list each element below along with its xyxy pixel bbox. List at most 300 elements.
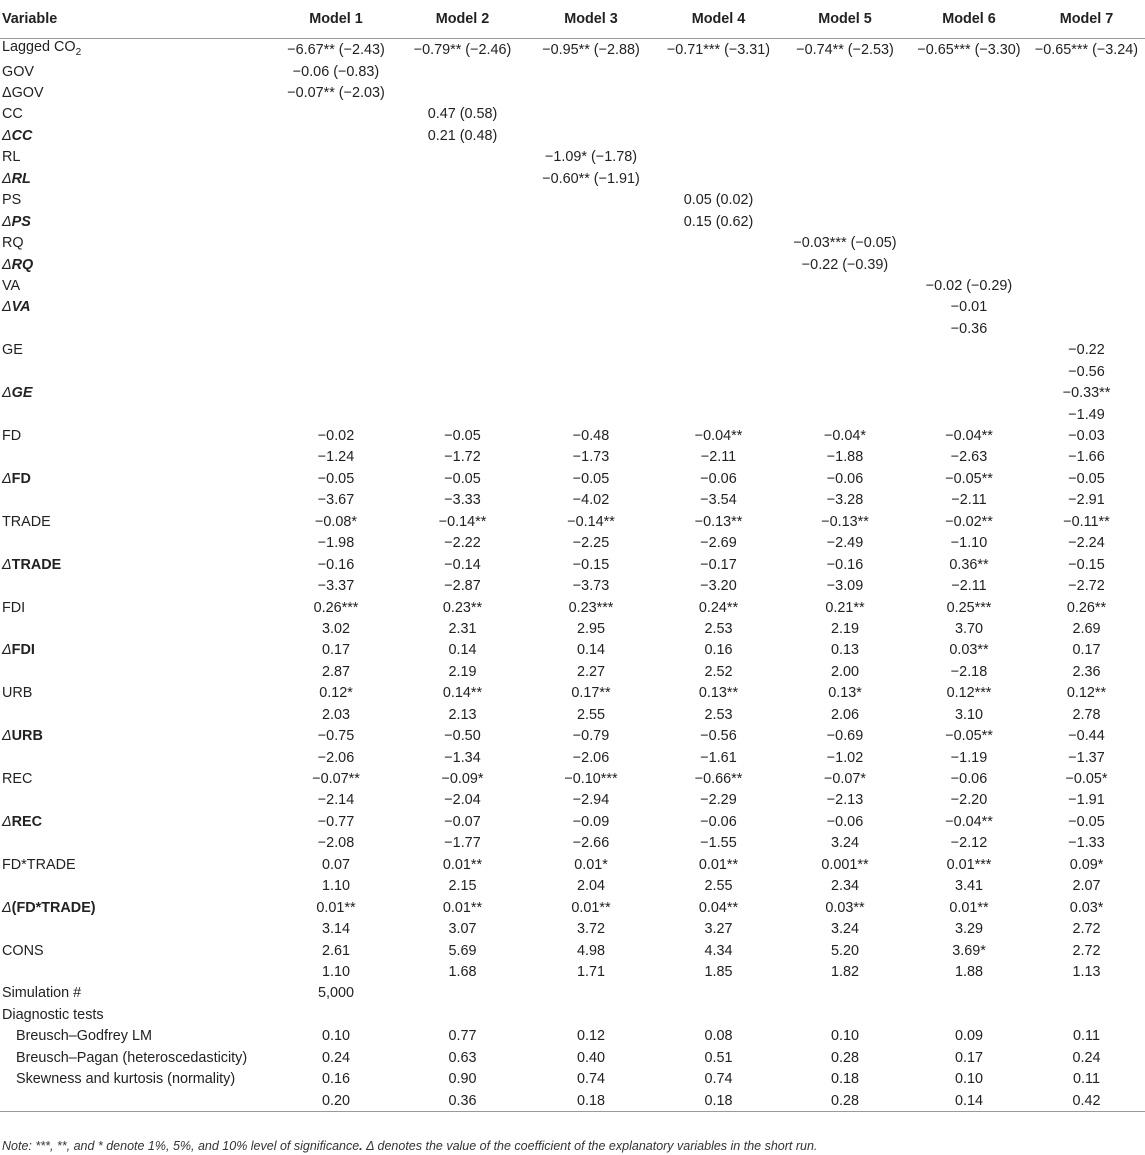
row-label (0, 232, 272, 253)
row-label (0, 683, 272, 704)
table-cell-model-7 (1028, 82, 1145, 103)
row-label (0, 361, 272, 382)
table-cell-model-2: 0.14 (448, 642, 477, 659)
table-cell-model-4: 2.55 (704, 878, 733, 895)
row-label (0, 725, 272, 746)
table-cell-model-5: 2.34 (830, 878, 859, 895)
table-cell-model-2: 0.01** (442, 856, 483, 873)
table-cell-model-6 (910, 1004, 1028, 1025)
row-label-subscript: 2 (75, 46, 82, 58)
row-label-text: FD (2, 428, 22, 445)
table-cell-model-4: 4.34 (704, 942, 733, 959)
table-cell-model-6: 3.10 (954, 706, 983, 723)
row-label-text: ΔGOV (2, 85, 44, 102)
row-label (0, 833, 272, 854)
table-cell-model-7 (1028, 61, 1145, 82)
table-cell-model-3 (525, 361, 657, 382)
table-cell-model-3 (525, 254, 657, 275)
table-cell-model-6 (910, 61, 1028, 82)
table-cell-model-6 (910, 232, 1028, 253)
table-row (0, 811, 1145, 832)
table-cell-model-6: 0.36** (949, 556, 989, 573)
table-cell-model-2: −0.07 (444, 813, 481, 830)
table-row (0, 297, 1145, 318)
table-cell-model-6: 3.70 (954, 620, 983, 637)
table-cell-model-1: 0.01** (316, 899, 356, 916)
table-cell-model-2 (400, 190, 525, 211)
table-cell-model-5: −0.13** (821, 513, 869, 530)
table-cell-model-7: −0.56 (1068, 363, 1105, 380)
table-cell-model-4: −0.06 (700, 813, 737, 830)
table-cell-model-1 (272, 1004, 400, 1025)
table-cell-model-7: 0.12** (1066, 685, 1107, 702)
table-cell-model-6 (910, 404, 1028, 425)
table-cell-model-5: −0.16 (826, 556, 864, 573)
row-label (0, 533, 272, 554)
row-label-text: TRADE (2, 513, 51, 530)
row-label-text: REC (11, 813, 43, 830)
delta-symbol: Δ (2, 642, 12, 659)
table-cell-model-3: 0.01** (571, 899, 611, 916)
table-cell-model-4: 0.18 (657, 1090, 780, 1112)
row-label (0, 597, 272, 618)
table-cell-model-7 (1028, 104, 1145, 125)
row-label (0, 147, 272, 168)
delta-symbol: Δ (2, 813, 12, 830)
table-cell-model-2 (400, 82, 525, 103)
delta-symbol: Δ (2, 470, 12, 487)
table-cell-model-7: −0.05 (1068, 470, 1105, 487)
table-cell-model-5: −0.07* (823, 771, 866, 788)
table-cell-model-5: 2.19 (830, 620, 859, 637)
table-cell-model-1: −0.06 (−0.83) (292, 63, 380, 80)
table-cell-model-6: −2.11 (951, 492, 987, 509)
table-cell-model-4: −3.20 (700, 578, 737, 595)
table-cell-model-6: 0.09 (954, 1028, 983, 1045)
table-cell-model-6: −0.05** (945, 470, 993, 487)
row-label (0, 211, 272, 232)
table-cell-model-4: −2.11 (700, 449, 737, 466)
row-label (0, 940, 272, 961)
delta-symbol: Δ (2, 170, 12, 187)
table-row (0, 940, 1145, 961)
table-cell-model-4 (657, 104, 780, 125)
table-row (0, 790, 1145, 811)
table-cell-model-4 (657, 125, 780, 146)
table-row (0, 447, 1145, 468)
table-row (0, 640, 1145, 661)
table-cell-model-3: 0.18 (525, 1090, 657, 1112)
table-cell-model-2: 0.14** (442, 685, 483, 702)
table-cell-model-7: −0.11** (1063, 513, 1110, 530)
row-label (0, 704, 272, 725)
table-cell-model-7: 2.72 (1072, 921, 1101, 938)
row-label (0, 661, 272, 682)
table-cell-model-6: −1.10 (950, 535, 988, 552)
table-cell-model-1: 0.07 (321, 856, 350, 873)
table-row (0, 104, 1145, 125)
table-cell-model-5 (780, 318, 910, 339)
table-cell-model-4 (657, 404, 780, 425)
table-cell-model-7: 0.11 (1073, 1071, 1100, 1088)
row-label-text: FD*TRADE (2, 856, 76, 873)
table-cell-model-5: −0.69 (826, 728, 864, 745)
table-cell-model-6: −1.19 (950, 749, 988, 766)
row-label (0, 511, 272, 532)
table-cell-model-1: 3.14 (321, 921, 350, 938)
table-cell-model-7: −1.49 (1068, 406, 1105, 423)
row-label (0, 640, 272, 661)
row-label-text: VA (2, 277, 21, 294)
table-cell-model-6: 1.88 (954, 963, 983, 980)
table-cell-model-3: 2.55 (576, 706, 605, 723)
table-cell-model-3 (525, 983, 657, 1004)
table-cell-model-1 (272, 361, 400, 382)
row-label (0, 275, 272, 296)
table-row (0, 683, 1145, 704)
row-label (0, 404, 272, 425)
row-label-text: Lagged CO (2, 39, 76, 55)
row-label (0, 254, 272, 275)
table-cell-model-2: 2.31 (448, 620, 477, 637)
table-cell-model-1: 2.61 (321, 942, 350, 959)
table-cell-model-1: −1.98 (317, 535, 355, 552)
row-label-text: Skewness and kurtosis (normality) (16, 1071, 236, 1088)
table-cell-model-2: −1.72 (444, 449, 481, 466)
table-cell-model-6 (910, 211, 1028, 232)
table-cell-model-5: 2.00 (830, 663, 859, 680)
table-cell-model-4: 0.74 (704, 1071, 733, 1088)
row-label-text: VA (11, 299, 31, 316)
table-cell-model-2 (400, 404, 525, 425)
table-cell-model-3: −4.02 (572, 492, 610, 509)
row-label-text: RQ (2, 235, 24, 252)
table-cell-model-1: 2.03 (321, 706, 350, 723)
table-cell-model-7: −1.91 (1068, 792, 1105, 809)
table-cell-model-1 (272, 125, 400, 146)
table-cell-model-6 (910, 104, 1028, 125)
table-cell-model-2: 0.01** (442, 899, 483, 916)
row-label-text: Simulation # (2, 985, 82, 1002)
table-cell-model-4 (657, 168, 780, 189)
table-cell-model-5 (780, 82, 910, 103)
table-cell-model-5: 0.28 (780, 1090, 910, 1112)
table-cell-model-5: −2.49 (826, 535, 864, 552)
table-cell-model-5 (780, 211, 910, 232)
table-row (0, 961, 1145, 982)
table-cell-model-6: −0.02 (−0.29) (925, 277, 1013, 294)
table-cell-model-3: −0.48 (572, 428, 610, 445)
table-cell-model-1: −0.07** (−2.03) (287, 85, 385, 102)
table-cell-model-6: 3.69* (952, 942, 986, 959)
table-row (0, 661, 1145, 682)
table-cell-model-6 (910, 125, 1028, 146)
table-cell-model-1: 5,000 (317, 985, 354, 1002)
table-row (0, 1026, 1145, 1047)
table-cell-model-3 (525, 190, 657, 211)
table-cell-model-4: −0.56 (700, 728, 737, 745)
row-label (0, 554, 272, 575)
table-cell-model-6: 0.25*** (946, 599, 992, 616)
table-row (0, 318, 1145, 339)
table-cell-model-3: 0.14 (576, 642, 605, 659)
table-cell-model-3: 2.27 (576, 663, 605, 680)
table-cell-model-6: 0.03** (949, 642, 989, 659)
table-row (0, 168, 1145, 189)
table-cell-model-6 (910, 361, 1028, 382)
table-row (0, 190, 1145, 211)
table-cell-model-4: 0.05 (0.02) (683, 192, 754, 209)
table-row (0, 704, 1145, 725)
table-cell-model-3: 0.01* (574, 856, 608, 873)
row-label (0, 618, 272, 639)
table-cell-model-2: −0.79** (−2.46) (413, 41, 512, 58)
table-cell-model-4 (657, 318, 780, 339)
table-cell-model-1: 0.16 (321, 1071, 350, 1088)
table-cell-model-1: −1.24 (317, 449, 355, 466)
row-label-text: REC (2, 771, 33, 788)
table-cell-model-1: 1.10 (321, 878, 350, 895)
table-cell-model-4: −1.55 (700, 835, 737, 852)
table-cell-model-4: −0.71*** (−3.31) (666, 41, 771, 58)
table-cell-model-7: −0.44 (1068, 728, 1105, 745)
row-label-text: GE (2, 342, 23, 359)
table-cell-model-3: −0.14** (567, 513, 615, 530)
table-cell-model-6: 3.41 (954, 878, 983, 895)
row-label (0, 82, 272, 103)
table-cell-model-1: 0.26*** (313, 599, 359, 616)
table-cell-model-7: −0.15 (1068, 556, 1105, 573)
table-cell-model-2 (400, 211, 525, 232)
table-body (0, 39, 1145, 1112)
table-cell-model-7 (1028, 983, 1145, 1004)
table-cell-model-7 (1028, 297, 1145, 318)
table-cell-model-3 (525, 125, 657, 146)
table-cell-model-3 (525, 340, 657, 361)
table-cell-model-6 (910, 82, 1028, 103)
table-cell-model-6: 0.10 (954, 1071, 983, 1088)
table-cell-model-6 (910, 983, 1028, 1004)
table-cell-model-2: −0.14 (444, 556, 481, 573)
row-label-text: PS (2, 192, 22, 209)
delta-symbol: Δ (2, 127, 12, 144)
table-row (0, 82, 1145, 103)
table-cell-model-4: 2.53 (704, 706, 733, 723)
table-cell-model-6: −0.04** (945, 813, 993, 830)
table-cell-model-4: −0.06 (700, 470, 737, 487)
table-row (0, 361, 1145, 382)
table-cell-model-2: −2.04 (444, 792, 481, 809)
table-cell-model-4 (657, 382, 780, 403)
table-cell-model-4: 0.08 (704, 1028, 733, 1045)
row-label (0, 104, 272, 125)
table-cell-model-2: −0.14** (438, 513, 487, 530)
row-label-text: CC (2, 106, 23, 123)
column-header-model-2: Model 2 (400, 0, 525, 39)
table-row (0, 618, 1145, 639)
table-row (0, 876, 1145, 897)
table-cell-model-1: −6.67** (−2.43) (287, 41, 385, 58)
table-cell-model-3: 1.71 (576, 963, 605, 980)
row-label (0, 1090, 272, 1112)
table-cell-model-7: −1.33 (1068, 835, 1105, 852)
table-cell-model-4: 2.53 (704, 620, 733, 637)
table-cell-model-1: 1.10 (321, 963, 350, 980)
delta-symbol: Δ (2, 899, 12, 916)
row-label (0, 61, 272, 82)
table-row (0, 1047, 1145, 1068)
table-cell-model-5 (780, 404, 910, 425)
table-cell-model-3: −2.66 (572, 835, 610, 852)
delta-symbol: Δ (2, 256, 12, 273)
table-cell-model-7: 2.36 (1072, 663, 1101, 680)
table-cell-model-7 (1028, 254, 1145, 275)
row-label (0, 1068, 272, 1089)
table-cell-model-3: 0.17** (571, 685, 611, 702)
table-row (0, 211, 1145, 232)
table-cell-model-7 (1028, 1004, 1145, 1025)
table-cell-model-3: 2.04 (576, 878, 605, 895)
table-cell-model-1 (272, 168, 400, 189)
table-cell-model-4 (657, 275, 780, 296)
table-cell-model-6 (910, 168, 1028, 189)
row-label-text: RQ (11, 256, 34, 273)
table-cell-model-1: −0.02 (317, 428, 355, 445)
table-cell-model-2: 0.23** (442, 599, 483, 616)
table-row (0, 854, 1145, 875)
table-cell-model-4: −0.13** (694, 513, 743, 530)
table-cell-model-4 (657, 82, 780, 103)
table-cell-model-4 (657, 983, 780, 1004)
table-row (0, 533, 1145, 554)
row-label (0, 447, 272, 468)
table-cell-model-6: −0.06 (950, 771, 988, 788)
table-cell-model-4: −2.69 (700, 535, 737, 552)
table-cell-model-7: −2.72 (1068, 578, 1105, 595)
table-cell-model-3 (525, 404, 657, 425)
table-cell-model-2 (400, 61, 525, 82)
table-cell-model-7 (1028, 232, 1145, 253)
table-cell-model-2 (400, 168, 525, 189)
table-row (0, 254, 1145, 275)
table-cell-model-2: 2.13 (448, 706, 477, 723)
table-cell-model-2 (400, 297, 525, 318)
table-cell-model-7: −0.65*** (−3.24) (1034, 41, 1139, 58)
table-cell-model-7 (1028, 147, 1145, 168)
table-cell-model-3: 3.72 (576, 921, 605, 938)
table-cell-model-3: −3.73 (572, 578, 610, 595)
table-cell-model-5 (780, 297, 910, 318)
table-cell-model-3 (525, 232, 657, 253)
table-row (0, 918, 1145, 939)
table-cell-model-4: 0.24** (698, 599, 739, 616)
table-cell-model-5: 0.28 (830, 1049, 859, 1066)
table-cell-model-2 (400, 983, 525, 1004)
table-row (0, 275, 1145, 296)
row-label (0, 897, 272, 918)
table-cell-model-3: −2.25 (572, 535, 610, 552)
table-cell-model-5: −0.03*** (−0.05) (793, 235, 897, 252)
table-cell-model-7: 2.78 (1072, 706, 1101, 723)
table-cell-model-6 (910, 147, 1028, 168)
table-cell-model-1 (272, 382, 400, 403)
table-cell-model-2 (400, 1004, 525, 1025)
table-cell-model-2 (400, 340, 525, 361)
table-cell-model-4: 0.51 (704, 1049, 733, 1066)
table-cell-model-5: −0.06 (826, 470, 864, 487)
table-row (0, 1090, 1145, 1112)
table-cell-model-3: −0.60** (−1.91) (542, 170, 640, 187)
row-label (0, 983, 272, 1004)
table-cell-model-6: −0.36 (950, 320, 988, 337)
table-cell-model-5: 2.06 (830, 706, 859, 723)
table-cell-model-5 (780, 104, 910, 125)
table-cell-model-4: 3.27 (704, 921, 733, 938)
table-cell-model-2 (400, 232, 525, 253)
table-cell-model-5: −3.09 (826, 578, 864, 595)
table-cell-model-6: −0.02** (945, 513, 993, 530)
table-cell-model-6: −0.04** (945, 428, 993, 445)
table-cell-model-6: −2.12 (950, 835, 988, 852)
table-row (0, 833, 1145, 854)
table-cell-model-2 (400, 318, 525, 339)
table-cell-model-5: 3.24 (830, 921, 859, 938)
table-cell-model-7: −0.22 (1068, 342, 1105, 359)
table-cell-model-7 (1028, 168, 1145, 189)
table-cell-model-1: 0.10 (321, 1028, 350, 1045)
table-cell-model-4: 0.04** (698, 899, 739, 916)
column-header-variable: Variable (0, 0, 272, 39)
row-label-text: PS (11, 213, 31, 230)
table-cell-model-3 (525, 275, 657, 296)
table-cell-model-3: 2.95 (576, 620, 605, 637)
table-cell-model-5 (780, 340, 910, 361)
table-cell-model-3: 0.23*** (568, 599, 614, 616)
table-cell-model-6 (910, 254, 1028, 275)
table-row (0, 897, 1145, 918)
table-cell-model-3: −0.09 (572, 813, 610, 830)
row-label (0, 1004, 272, 1025)
table-cell-model-2: −3.33 (444, 492, 481, 509)
table-cell-model-6: −2.63 (950, 449, 988, 466)
table-cell-model-6 (910, 382, 1028, 403)
table-cell-model-2: 2.19 (448, 663, 477, 680)
row-label-text: FDI (11, 642, 35, 659)
column-header-model-3: Model 3 (525, 0, 657, 39)
table-cell-model-6: −2.11 (951, 578, 987, 595)
row-label (0, 190, 272, 211)
table-cell-model-3 (525, 211, 657, 232)
table-cell-model-5: 0.13* (828, 685, 862, 702)
table-cell-model-1: −3.37 (317, 578, 355, 595)
table-cell-model-4: 0.16 (704, 642, 733, 659)
table-cell-model-1 (272, 254, 400, 275)
row-label-text: RL (2, 149, 21, 166)
row-label-text: URB (2, 685, 33, 702)
table-cell-model-1 (272, 297, 400, 318)
table-cell-model-4: 1.85 (704, 963, 733, 980)
table-cell-model-2: 0.77 (448, 1028, 477, 1045)
table-cell-model-5 (780, 125, 910, 146)
table-cell-model-4 (657, 297, 780, 318)
table-row (0, 597, 1145, 618)
row-label-text: GOV (2, 63, 34, 80)
table-cell-model-5: 1.82 (830, 963, 859, 980)
table-row (0, 490, 1145, 511)
table-cell-model-2: 0.63 (448, 1049, 477, 1066)
table-cell-model-4: 2.52 (704, 663, 733, 680)
table-cell-model-1: 0.24 (321, 1049, 350, 1066)
